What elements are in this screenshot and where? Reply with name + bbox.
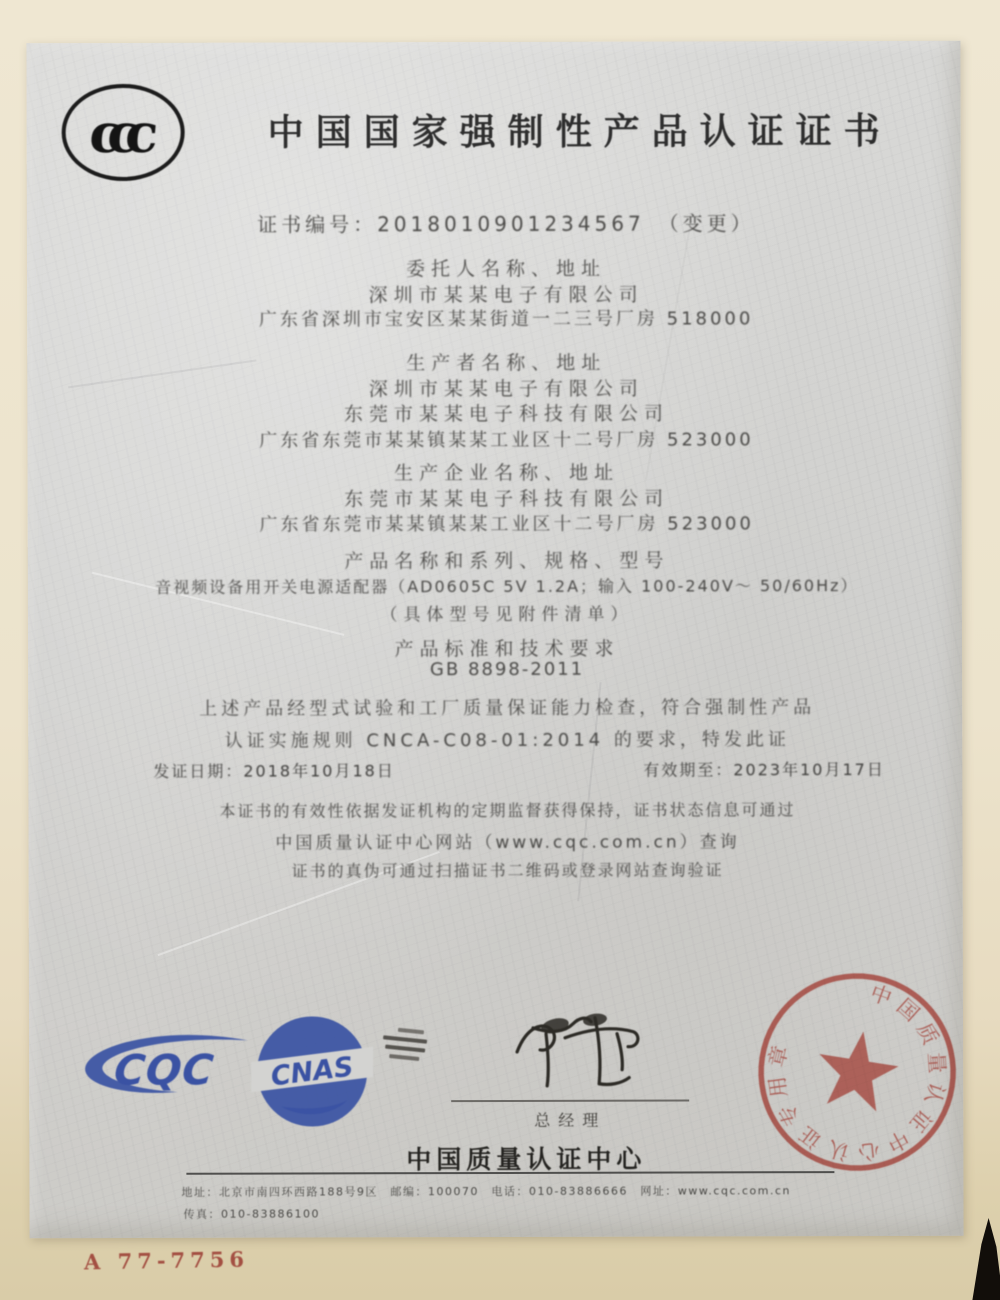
factory-name: 东莞市某某电子科技有限公司 xyxy=(344,487,670,511)
certificate-number-line: 证书编号：2018010901234567 （变更） xyxy=(257,211,755,237)
applicant-address: 广东省深圳市宝安区某某街道一二三号厂房 518000 xyxy=(258,308,754,331)
svg-text:CQC: CQC xyxy=(111,1045,217,1095)
standard-number: GB 8898-2011 xyxy=(429,658,585,681)
issuer-contact-line-2: 传真：010-83886100 xyxy=(183,1207,320,1221)
statement-line-1: 上述产品经型式试验和工厂质量保证能力检查，符合强制性产品 xyxy=(199,697,816,720)
svg-text:CNAS: CNAS xyxy=(269,1051,356,1093)
signature xyxy=(499,1004,669,1104)
certificate-paper xyxy=(26,41,963,1238)
standard-heading: 产品标准和技术要求 xyxy=(394,637,620,661)
cnas-logo-icon xyxy=(251,1010,373,1132)
applicant-heading: 委托人名称、地址 xyxy=(405,257,607,281)
issuer-name: 中国质量认证中心 xyxy=(406,1144,647,1175)
issuer-contact-line: 地址：北京市南四环西路188号9区 邮编：100070 电话：010-83886666 网址：www.cqc.com.cn xyxy=(181,1184,791,1199)
manufacturer-name-2: 东莞市某某电子科技有限公司 xyxy=(343,402,669,426)
product-heading: 产品名称和系列、规格、型号 xyxy=(344,549,670,573)
form-serial-code: A 77-7756 xyxy=(83,1246,250,1275)
cqc-logo-icon xyxy=(71,1029,261,1101)
certificate-title: 中国国家强制性产品认证证书 xyxy=(267,110,892,154)
ccc-mark-text: ccc xyxy=(86,100,146,165)
product-note: （具体型号见附件清单） xyxy=(380,604,634,626)
expiry-date: 有效期至：2023年10月17日 xyxy=(643,759,885,780)
cnas-accreditation-marks xyxy=(378,1021,445,1097)
product-description: 音视频设备用开关电源适配器（AD0605C 5V 1.2A；输入 100-240V～ 50/60Hz） xyxy=(155,576,859,597)
applicant-name: 深圳市某某电子有限公司 xyxy=(368,283,644,307)
validity-note-3: 证书的真伪可通过扫描证书二维码或登录网站查询验证 xyxy=(291,860,724,881)
issue-date: 发证日期：2018年10月18日 xyxy=(153,761,395,781)
manufacturer-name: 深圳市某某电子有限公司 xyxy=(368,377,644,401)
validity-note-2: 中国质量认证中心网站（www.cqc.com.cn）查询 xyxy=(275,832,740,854)
statement-line-2: 认证实施规则 CNCA-C08-01:2014 的要求，特发此证 xyxy=(224,729,790,752)
factory-heading: 生产企业名称、地址 xyxy=(394,461,620,485)
signature-caption: 总经理 xyxy=(534,1110,607,1130)
pen-tip xyxy=(970,1218,1000,1300)
manufacturer-heading: 生产者名称、地址 xyxy=(406,351,607,375)
manufacturer-address: 广东省东莞市某某镇某某工业区十二号厂房 523000 xyxy=(259,429,754,452)
factory-address: 广东省东莞市某某镇某某工业区十二号厂房 523000 xyxy=(259,513,754,536)
validity-note-1: 本证书的有效性依据发证机构的定期监督获得保持，证书状态信息可通过 xyxy=(219,800,796,821)
stamp-ring-text: 中国质量认证中心认证专用章 xyxy=(763,980,950,1166)
